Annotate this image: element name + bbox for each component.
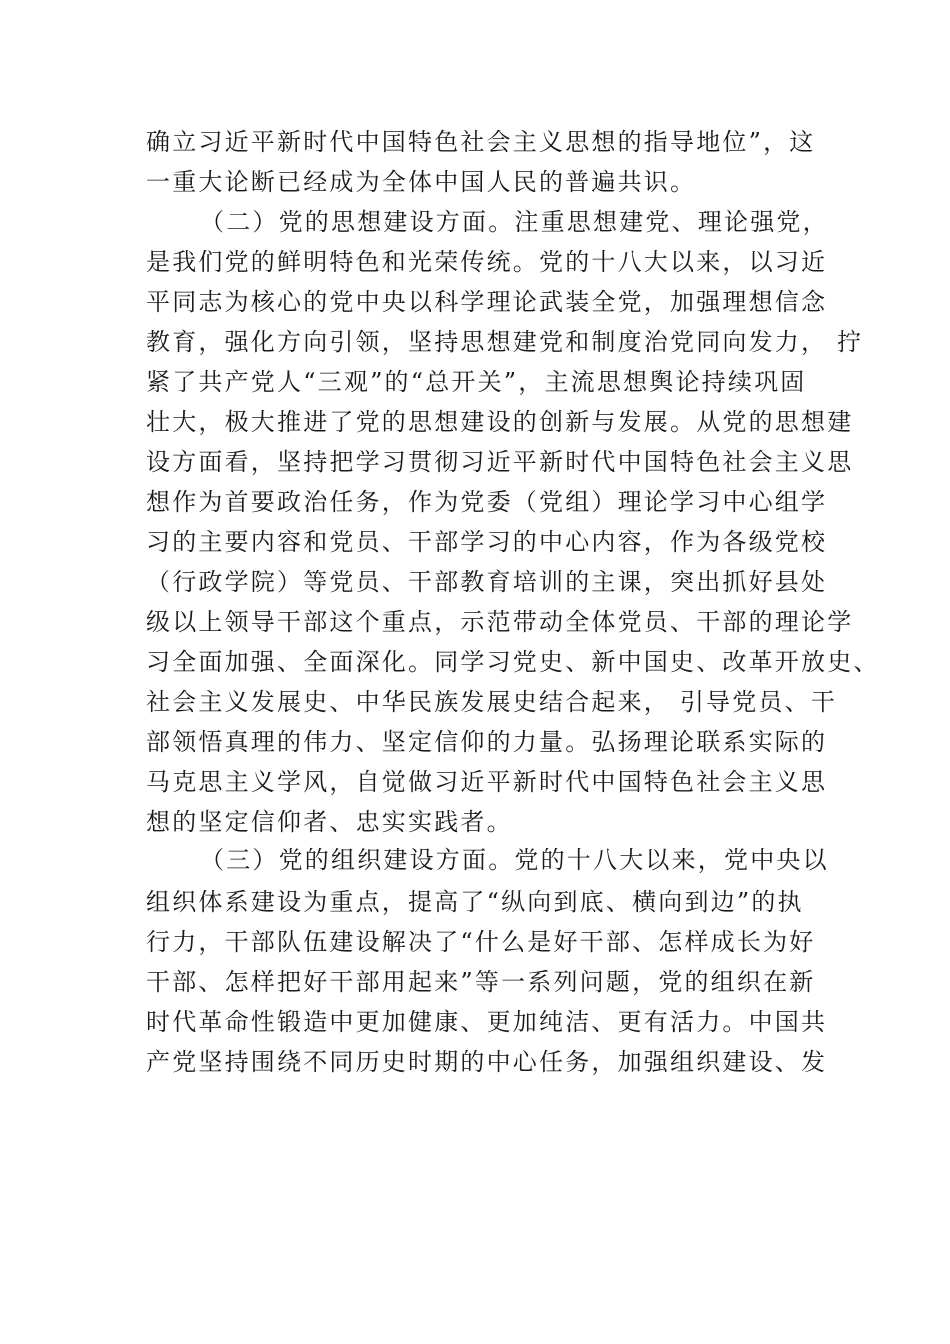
text-line: 行力，干部队伍建设解决了“什么是好干部、怎样成长为好 [146, 928, 816, 956]
section-heading-line: （二）党的思想建设方面。注重思想建党、理论强党， [200, 208, 829, 236]
text-line: 想作为首要政治任务，作为党委（党组）理论学习中心组学 [146, 488, 828, 516]
text-line: 习的主要内容和党员、干部学习的中心内容，作为各级党校 [146, 528, 828, 556]
text-line: 部领悟真理的伟力、坚定信仰的力量。弘扬理论联系实际的 [146, 728, 828, 756]
text-line: 教育，强化方向引领，坚持思想建党和制度治党同向发力， 拧 [146, 328, 864, 356]
text-line: 平同志为核心的党中央以科学理论武装全党，加强理想信念 [146, 288, 828, 316]
text-line: 马克思主义学风，自觉做习近平新时代中国特色社会主义思 [146, 768, 828, 796]
text-line: （行政学院）等党员、干部教育培训的主课，突出抓好县处 [146, 568, 828, 596]
text-line: 社会主义发展史、中华民族发展史结合起来， 引导党员、干 [146, 688, 838, 716]
text-line: 确立习近平新时代中国特色社会主义思想的指导地位”，这 [146, 128, 816, 156]
text-line: 习全面加强、全面深化。同学习党史、新中国史、改革开放史、 [146, 648, 880, 676]
text-line: 级以上领导干部这个重点，示范带动全体党员、干部的理论学 [146, 608, 854, 636]
text-line: 设方面看，坚持把学习贯彻习近平新时代中国特色社会主义思 [146, 448, 854, 476]
text-line: 是我们党的鲜明特色和光荣传统。党的十八大以来，以习近 [146, 248, 828, 276]
text-line: 紧了共产党人“三观”的“总开关”，主流思想舆论持续巩固 [146, 368, 807, 396]
text-line: 组织体系建设为重点，提高了“纵向到底、横向到边”的执 [146, 888, 804, 916]
text-line: 干部、怎样把好干部用起来”等一系列问题，党的组织在新 [146, 968, 816, 996]
section-heading-line: （三）党的组织建设方面。党的十八大以来，党中央以 [200, 846, 829, 874]
text-line: 时代革命性锻造中更加健康、更加纯洁、更有活力。中国共 [146, 1008, 828, 1036]
text-line: 产党坚持围绕不同历史时期的中心任务，加强组织建设、发 [146, 1048, 828, 1076]
text-line: 一重大论断已经成为全体中国人民的普遍共识。 [146, 168, 697, 196]
text-line: 想的坚定信仰者、忠实实践者。 [146, 808, 513, 836]
text-line: 壮大，极大推进了党的思想建设的创新与发展。从党的思想建 [146, 408, 854, 436]
